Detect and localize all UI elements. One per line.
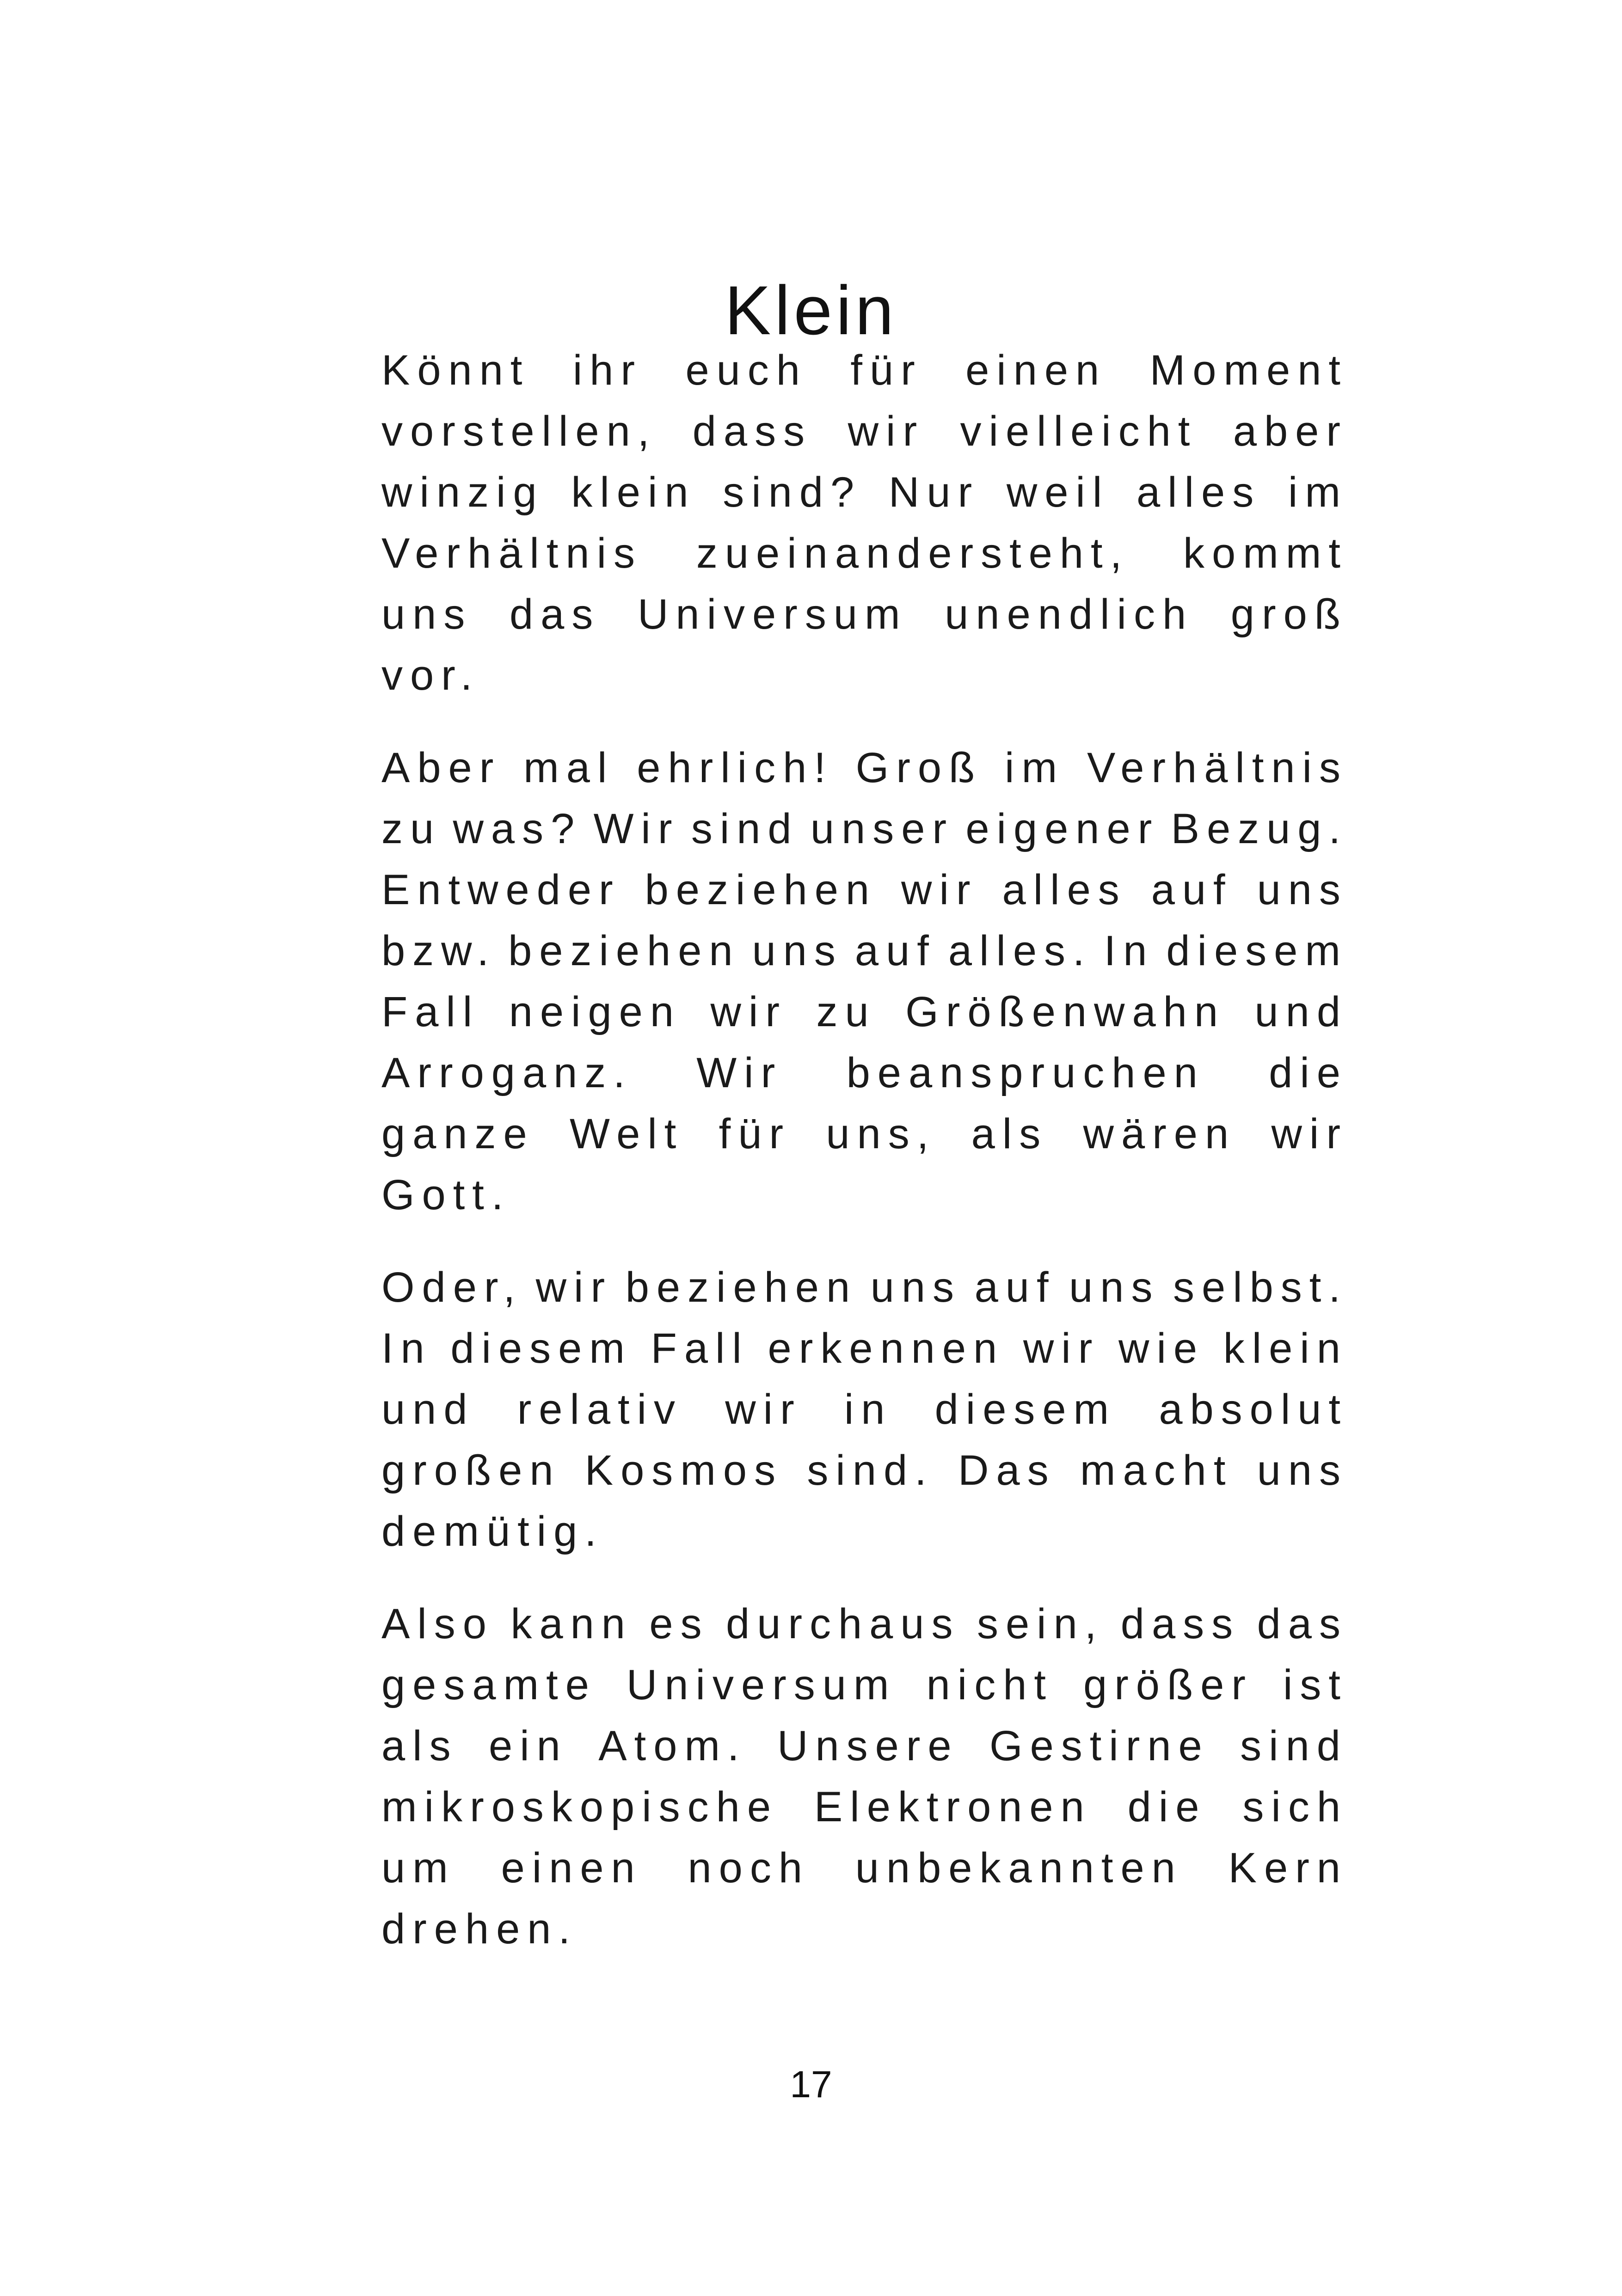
word: die bbox=[1127, 1783, 1207, 1831]
word: Moment bbox=[1149, 347, 1348, 394]
word: als bbox=[971, 1110, 1048, 1157]
word: noch bbox=[688, 1844, 810, 1892]
word: auf bbox=[1151, 866, 1233, 913]
word: uns bbox=[381, 591, 473, 638]
text-line bbox=[381, 1164, 1348, 1225]
word: wir bbox=[1023, 1325, 1100, 1372]
word: wir bbox=[848, 408, 925, 455]
word: eigener bbox=[965, 805, 1160, 852]
word: Arroganz. bbox=[381, 1049, 633, 1096]
word: euch bbox=[685, 347, 807, 394]
text-line bbox=[381, 1318, 1348, 1379]
word: was? bbox=[453, 805, 582, 852]
word: wir bbox=[725, 1386, 802, 1433]
word: Das bbox=[958, 1447, 1056, 1494]
paragraph bbox=[381, 1593, 1348, 1959]
word: einen bbox=[965, 347, 1107, 394]
word: Oder, bbox=[381, 1264, 523, 1311]
word: relativ bbox=[517, 1386, 683, 1433]
word: Welt bbox=[570, 1110, 684, 1157]
page-title: Klein bbox=[725, 271, 897, 349]
word: uns bbox=[870, 1264, 962, 1311]
word: Wir bbox=[696, 1049, 783, 1096]
paragraph bbox=[381, 1257, 1348, 1562]
word: vielleicht bbox=[960, 408, 1198, 455]
word: uns bbox=[1257, 866, 1348, 913]
word: sind bbox=[1240, 1722, 1348, 1769]
word: mikroskopische bbox=[381, 1783, 778, 1831]
word: Universum bbox=[637, 591, 908, 638]
word: Kern bbox=[1228, 1844, 1348, 1892]
word: Fall bbox=[651, 1325, 749, 1372]
word: beziehen bbox=[645, 866, 877, 913]
word: sind? bbox=[723, 469, 862, 516]
word: diesem bbox=[934, 1386, 1117, 1433]
text-line bbox=[381, 1042, 1348, 1103]
word: Aber bbox=[381, 744, 501, 791]
word: uns bbox=[1069, 1264, 1160, 1311]
word: beziehen bbox=[625, 1264, 858, 1311]
paragraph bbox=[381, 340, 1348, 706]
word: uns bbox=[1257, 1447, 1348, 1494]
word: Verhältnis bbox=[1087, 744, 1348, 791]
word: größer bbox=[1083, 1661, 1253, 1708]
word: Bezug. bbox=[1171, 805, 1348, 852]
word: einen bbox=[501, 1844, 642, 1892]
word: winzig bbox=[381, 469, 544, 516]
word: ganze bbox=[381, 1110, 535, 1157]
word: Wir bbox=[593, 805, 680, 852]
word: ihr bbox=[572, 347, 643, 394]
text-line bbox=[381, 462, 1348, 523]
text-line bbox=[381, 1654, 1348, 1715]
word: und bbox=[381, 1386, 475, 1433]
text-line bbox=[381, 1103, 1348, 1164]
word: wie bbox=[1118, 1325, 1205, 1372]
text-line bbox=[381, 1715, 1348, 1776]
text-line bbox=[381, 1776, 1348, 1837]
word: Könnt bbox=[381, 347, 530, 394]
word: wir bbox=[901, 866, 978, 913]
word: alles. bbox=[948, 927, 1092, 974]
word: Atom. bbox=[598, 1722, 747, 1769]
word: groß bbox=[1230, 591, 1348, 638]
text-line bbox=[381, 1898, 1348, 1959]
word: für bbox=[719, 1110, 791, 1157]
word: Entweder bbox=[381, 866, 621, 913]
word: Gestirne bbox=[989, 1722, 1210, 1769]
word: das bbox=[509, 591, 601, 638]
page-number: 17 bbox=[790, 2063, 832, 2106]
word: gesamte bbox=[381, 1661, 596, 1708]
word: Fall bbox=[381, 988, 480, 1035]
text-line bbox=[381, 401, 1348, 462]
word: uns, bbox=[826, 1110, 936, 1157]
word: Groß bbox=[855, 744, 983, 791]
word: demütig. bbox=[381, 1508, 604, 1555]
word: vorstellen, bbox=[381, 408, 657, 455]
word: unser bbox=[810, 805, 954, 852]
word: durchaus bbox=[726, 1600, 960, 1647]
word: zueinandersteht, bbox=[696, 530, 1130, 577]
word: wir bbox=[1271, 1110, 1348, 1157]
text-line bbox=[381, 859, 1348, 920]
word: klein bbox=[1223, 1325, 1348, 1372]
word: ein bbox=[489, 1722, 568, 1769]
paragraph bbox=[381, 737, 1348, 1225]
text-line bbox=[381, 737, 1348, 798]
word: im bbox=[1288, 469, 1348, 516]
text-line bbox=[381, 798, 1348, 859]
word: um bbox=[381, 1844, 455, 1892]
word: Kosmos bbox=[584, 1447, 783, 1494]
word: wir bbox=[535, 1264, 613, 1311]
word: Unsere bbox=[777, 1722, 959, 1769]
word: neigen bbox=[509, 988, 682, 1035]
word: uns bbox=[752, 927, 843, 974]
body-text bbox=[381, 340, 1348, 1991]
word: sind. bbox=[807, 1447, 934, 1494]
word: als bbox=[381, 1722, 458, 1769]
word: Elektronen bbox=[814, 1783, 1092, 1831]
word: die bbox=[1269, 1049, 1348, 1096]
word: ist bbox=[1283, 1661, 1348, 1708]
text-line bbox=[381, 340, 1348, 401]
text-line bbox=[381, 1501, 1348, 1562]
word: unendlich bbox=[945, 591, 1194, 638]
text-line bbox=[381, 1257, 1348, 1318]
word: In bbox=[381, 1325, 432, 1372]
word: im bbox=[1005, 744, 1065, 791]
word: wären bbox=[1083, 1110, 1236, 1157]
word: zu bbox=[816, 988, 876, 1035]
text-line bbox=[381, 1593, 1348, 1654]
word: Gott. bbox=[381, 1171, 511, 1218]
word: sich bbox=[1242, 1783, 1348, 1831]
word: dass bbox=[1120, 1600, 1241, 1647]
word: für bbox=[850, 347, 922, 394]
word: Größenwahn bbox=[905, 988, 1225, 1035]
word: dass bbox=[692, 408, 812, 455]
word: In bbox=[1104, 927, 1155, 974]
word: mal bbox=[523, 744, 614, 791]
text-line bbox=[381, 584, 1348, 645]
word: drehen. bbox=[381, 1905, 578, 1953]
word: alles bbox=[1002, 866, 1127, 913]
text-line bbox=[381, 523, 1348, 584]
word: erkennen bbox=[768, 1325, 1005, 1372]
word: diesem bbox=[450, 1325, 632, 1372]
word: beziehen bbox=[508, 927, 740, 974]
word: zu bbox=[381, 805, 442, 852]
word: selbst. bbox=[1173, 1264, 1348, 1311]
word: alles bbox=[1136, 469, 1261, 516]
word: kann bbox=[510, 1600, 633, 1647]
word: klein bbox=[571, 469, 696, 516]
word: Universum bbox=[626, 1661, 897, 1708]
word: unbekannten bbox=[855, 1844, 1183, 1892]
word: wir bbox=[710, 988, 787, 1035]
word: weil bbox=[1006, 469, 1110, 516]
word: kommt bbox=[1183, 530, 1348, 577]
word: absolut bbox=[1159, 1386, 1348, 1433]
word: Nur bbox=[888, 469, 980, 516]
word: bzw. bbox=[381, 927, 497, 974]
word: auf bbox=[854, 927, 936, 974]
word: das bbox=[1257, 1600, 1348, 1647]
word: in bbox=[844, 1386, 892, 1433]
text-line bbox=[381, 920, 1348, 981]
word: diesem bbox=[1166, 927, 1348, 974]
word: sein, bbox=[977, 1600, 1104, 1647]
text-line bbox=[381, 645, 1348, 706]
word: macht bbox=[1080, 1447, 1233, 1494]
word: ehrlich! bbox=[637, 744, 833, 791]
word: nicht bbox=[926, 1661, 1053, 1708]
text-line bbox=[381, 1379, 1348, 1440]
word: es bbox=[649, 1600, 709, 1647]
word: Also bbox=[381, 1600, 494, 1647]
word: aber bbox=[1233, 408, 1348, 455]
word: sind bbox=[691, 805, 799, 852]
word: Verhältnis bbox=[381, 530, 643, 577]
text-line bbox=[381, 981, 1348, 1042]
word: und bbox=[1254, 988, 1348, 1035]
text-line bbox=[381, 1440, 1348, 1501]
word: vor. bbox=[381, 652, 480, 699]
word: großen bbox=[381, 1447, 561, 1494]
word: auf bbox=[974, 1264, 1056, 1311]
text-line bbox=[381, 1837, 1348, 1898]
word: beanspruchen bbox=[846, 1049, 1205, 1096]
